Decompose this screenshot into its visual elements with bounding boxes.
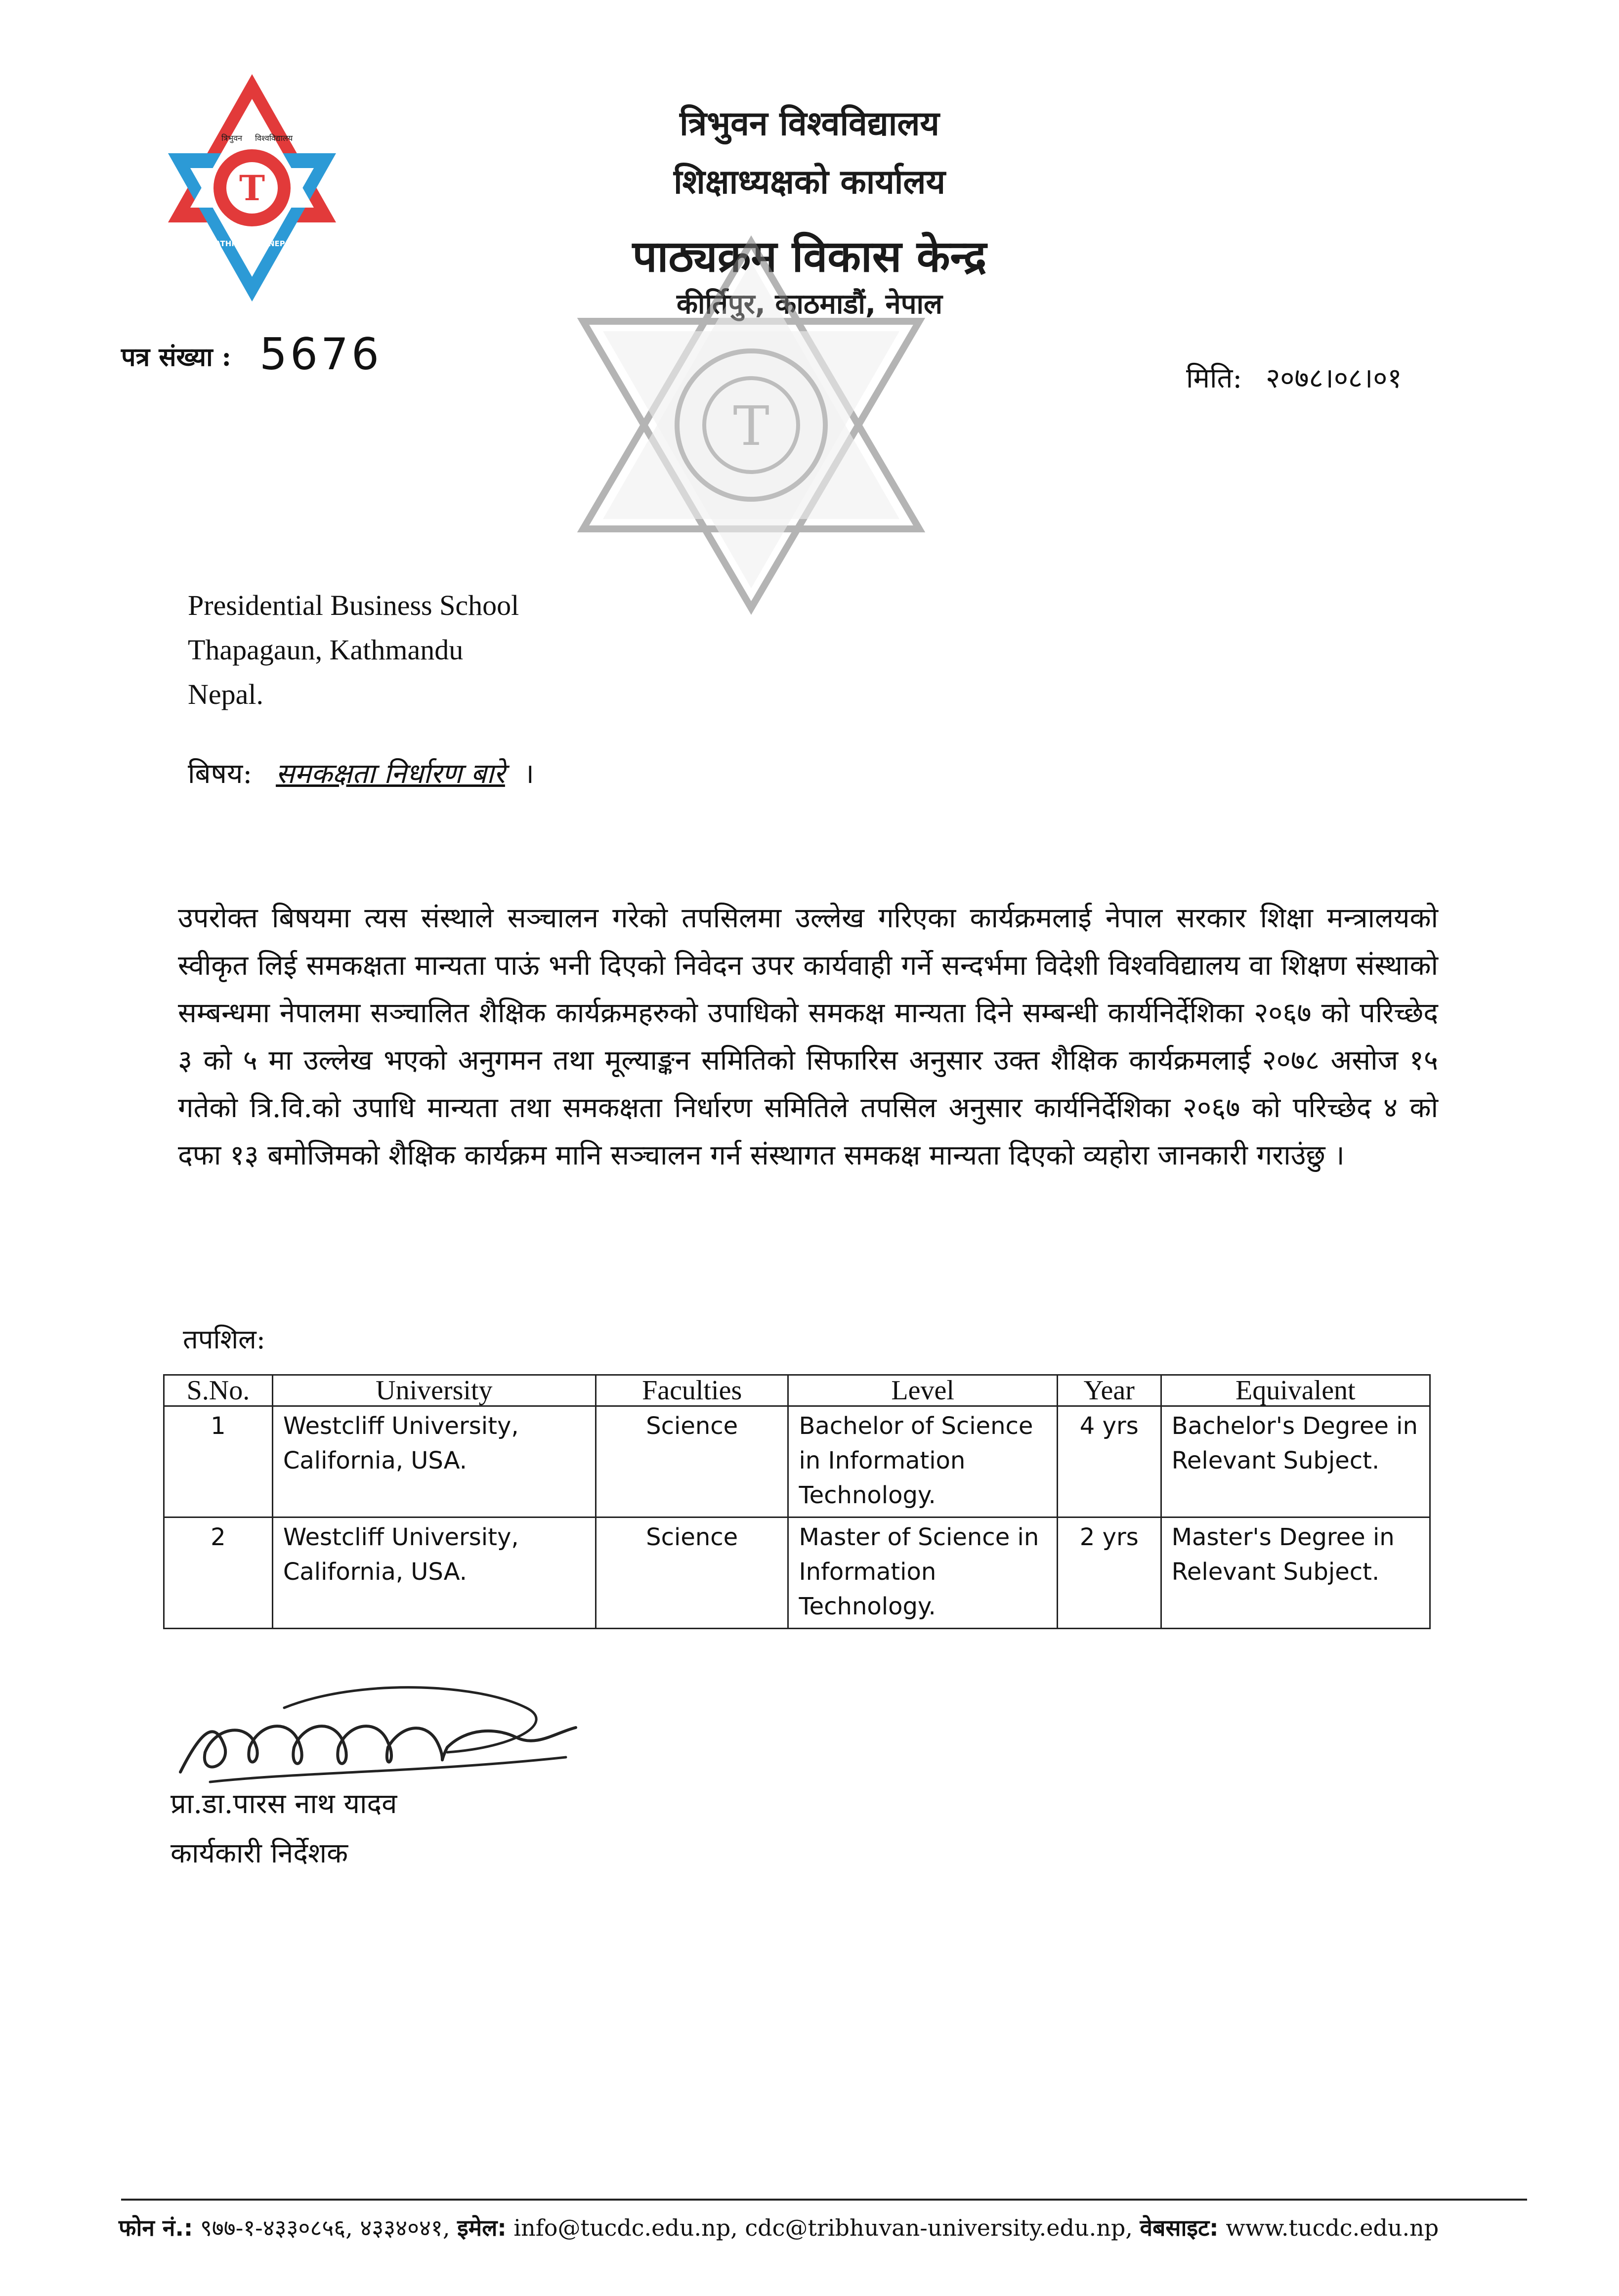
column-header: Faculties [596, 1375, 788, 1406]
header-address: कीर्तिपुर, काठमाडौं, नेपाल [676, 288, 943, 320]
website-value: www.tucdc.edu.np [1226, 2214, 1439, 2241]
column-header: Level [788, 1375, 1057, 1406]
subject-line [188, 754, 534, 791]
address-line: Nepal. [188, 678, 263, 710]
header-university: त्रिभुवन विश्वविद्यालय [680, 104, 939, 143]
email-label: इमेल: [457, 2214, 507, 2241]
column-header: Year [1057, 1375, 1161, 1406]
cell-sno: 2 [164, 1517, 273, 1629]
signer-title: कार्यकारी निर्देशक [170, 1837, 348, 1869]
signer-name: प्रा.डा.पारस नाथ यादव [170, 1788, 397, 1820]
column-header: Equivalent [1161, 1375, 1430, 1406]
address-line: Presidential Business School [188, 589, 519, 621]
cell-university: Westcliff University, California, USA. [272, 1406, 596, 1517]
table-row [164, 1517, 1430, 1629]
phone-value: ९७७-१-४३३०८५६, ४३३४०४१, [200, 2214, 450, 2241]
table-header-row [164, 1375, 1430, 1406]
official-seal-stamp [554, 232, 949, 618]
subject-label: बिषय: [188, 758, 253, 790]
cell-university: Westcliff University, California, USA. [272, 1517, 596, 1629]
date [1186, 358, 1402, 396]
cell-level: Bachelor of Science in Information Technology. [788, 1406, 1057, 1517]
column-header: S.No. [164, 1375, 273, 1406]
reference-number: 5676 [259, 329, 382, 380]
header-office: शिक्षाध्यक्षको कार्यालय [674, 163, 945, 202]
footer-divider [121, 2199, 1527, 2201]
cell-year: 4 yrs [1057, 1406, 1161, 1517]
column-header: University [272, 1375, 596, 1406]
recipient-address [188, 583, 519, 717]
phone-label: फोन नं.: [119, 2214, 193, 2241]
cell-equivalent: Bachelor's Degree in Relevant Subject. [1161, 1406, 1430, 1517]
address-line: Thapagaun, Kathmandu [188, 634, 464, 666]
cell-faculty: Science [596, 1406, 788, 1517]
table-title: तपशिल: [183, 1324, 265, 1355]
logo-top-left-text: त्रिभुवन [221, 133, 243, 143]
table-row [164, 1406, 1430, 1517]
body-paragraph: उपरोक्त बिषयमा त्यस संस्थाले सञ्चालन गरेको तपसिलमा उल्लेख गरिएका कार्यक्रमलाई नेपाल सरकार शिक्षा मन्त्रालयको स्वीकृत लिई समकक्षता मान्यता पाऊं भनी दिएको निवेदन उपर कार्यवाही गर्ने सन्दर्भमा विदेशी विश्वविद्यालय वा शिक्षण संस्थाको सम्बन्धमा नेपालमा सञ्चालित शैक्षिक कार्यक्रमहरुको उपाधिको समकक्ष मान्यता दिने सम्बन्धी कार्यनिर्देशिका २०६७ को परिच्छेद ३ को ५ मा उल्लेख भएको अनुगमन तथा मूल्याङ्कन समितिको सिफारिस अनुसार उक्त शैक्षिक कार्यक्रमलाई २०७८ असोज १५ गतेको त्रि.वि.को उपाधि मान्यता तथा समकक्षता निर्धारण समितिले तपसिल अनुसार कार्यनिर्देशिका २०६७ को परिच्छेद ४ को दफा १३ बमोजिमको शैक्षिक कार्यक्रम मानि सञ्चालन गर्न संस्थागत समकक्ष मान्यता दिएको व्यहोरा जानकारी गराउंछु । [178, 902, 1438, 1171]
website-label: वेबसाइट: [1140, 2214, 1219, 2241]
date-value: २०७८।०८।०१ [1266, 362, 1402, 394]
footer-contact [119, 2212, 1532, 2243]
signer-block [170, 1779, 397, 1878]
cell-sno: 1 [164, 1406, 273, 1517]
cell-equivalent: Master's Degree in Relevant Subject. [1161, 1517, 1430, 1629]
logo-bottom-text: KATHMANDU, NEPAL [209, 239, 295, 248]
svg-text:T: T [239, 168, 265, 209]
logo-top-right-text: विश्वविद्यालय [255, 133, 293, 143]
subject-end: । [523, 758, 534, 790]
cell-level: Master of Science in Information Technology. [788, 1517, 1057, 1629]
header-centre: पाठ्यक्रम विकास केन्द्र [632, 231, 987, 282]
date-label: मिति: [1186, 362, 1242, 394]
cell-faculty: Science [596, 1517, 788, 1629]
email-value: info@tucdc.edu.np, cdc@tribhuvan-university.edu.np, [513, 2214, 1133, 2241]
cell-year: 2 yrs [1057, 1517, 1161, 1629]
subject-value: समकक्षता निर्धारण बारे [276, 758, 505, 790]
equivalence-table [163, 1374, 1431, 1629]
handwritten-signature [170, 1673, 600, 1797]
svg-text:T: T [733, 394, 769, 458]
reference-label: पत्र संख्या : [121, 342, 231, 372]
